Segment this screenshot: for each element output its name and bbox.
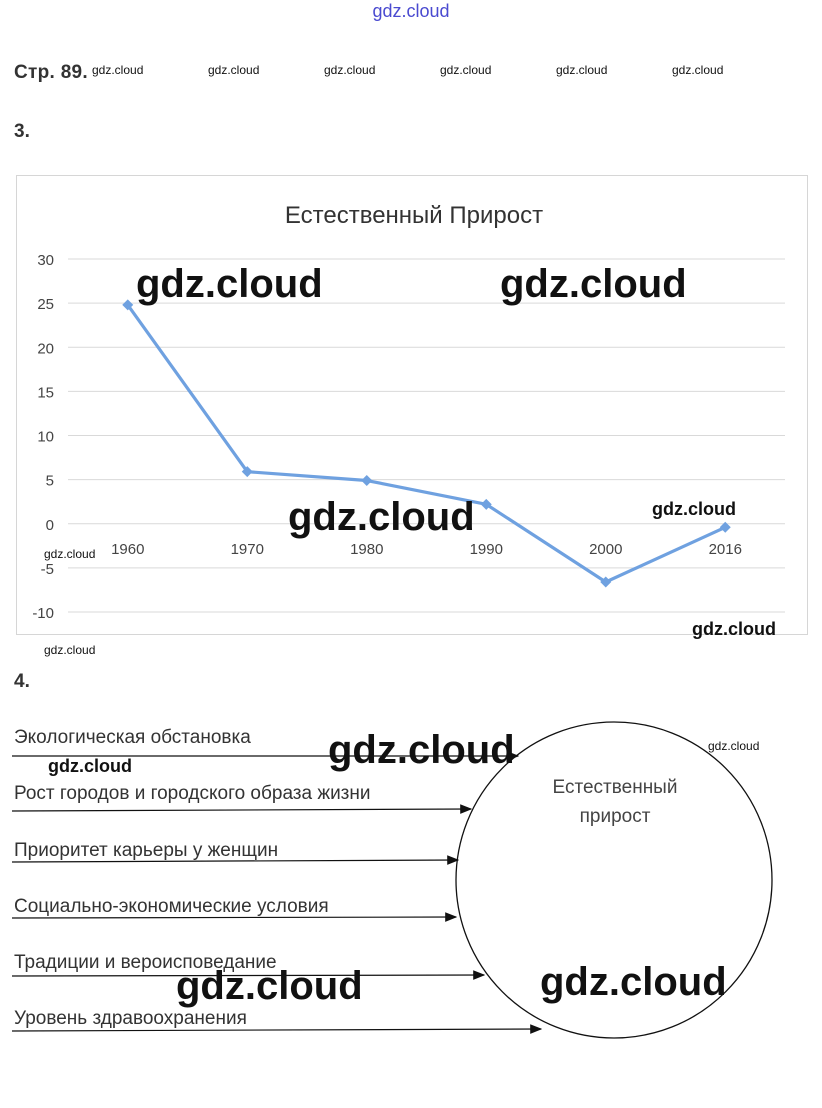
factor-label: Экологическая обстановка xyxy=(14,727,251,748)
watermark: gdz.cloud xyxy=(136,262,323,306)
x-tick-label: 1980 xyxy=(350,540,384,558)
site-watermark-top: gdz.cloud xyxy=(372,1,450,21)
factor-label: Традиции и вероисповедание xyxy=(14,952,277,973)
y-tick-label: 25 xyxy=(37,296,54,314)
y-tick-label: -10 xyxy=(32,605,54,622)
watermark: gdz.cloud xyxy=(44,547,96,561)
factor-label: Приоритет карьеры у женщин xyxy=(14,840,279,861)
watermark: gdz.cloud xyxy=(540,960,727,1004)
watermark: gdz.cloud xyxy=(44,643,96,657)
chart-title: Естественный Прирост xyxy=(284,202,544,229)
y-tick-label: 30 xyxy=(37,252,54,269)
y-tick-label: 15 xyxy=(37,384,54,402)
factor-label: Социально-экономические условия xyxy=(14,896,329,917)
x-tick-label: 2016 xyxy=(708,540,742,558)
x-tick-label: 2000 xyxy=(589,540,623,558)
x-tick-label: 1960 xyxy=(111,540,145,558)
watermark: gdz.cloud xyxy=(328,728,515,772)
watermark: gdz.cloud xyxy=(556,63,608,77)
watermark: gdz.cloud xyxy=(288,495,475,539)
watermark: gdz.cloud xyxy=(692,619,776,639)
task-number-4: 4. xyxy=(14,671,30,692)
watermark: gdz.cloud xyxy=(48,756,132,776)
watermark: gdz.cloud xyxy=(176,964,363,1008)
watermark: gdz.cloud xyxy=(324,63,376,77)
x-tick-label: 1970 xyxy=(230,540,264,558)
circle-label-line2: прирост xyxy=(579,806,651,827)
watermark: gdz.cloud xyxy=(208,63,260,77)
watermark: gdz.cloud xyxy=(708,739,760,753)
y-tick-label: 20 xyxy=(37,340,54,358)
watermark: gdz.cloud xyxy=(672,63,724,77)
y-tick-label: 10 xyxy=(37,428,54,446)
watermark: gdz.cloud xyxy=(440,63,492,77)
y-tick-label: -5 xyxy=(40,560,54,578)
watermark: gdz.cloud xyxy=(500,262,687,306)
arrow-factor-2 xyxy=(12,809,471,811)
watermark: gdz.cloud xyxy=(652,499,736,519)
watermark: gdz.cloud xyxy=(92,63,144,77)
y-tick-label: 5 xyxy=(45,472,54,490)
y-tick-label: 0 xyxy=(45,516,54,534)
factor-label: Уровень здравоохранения xyxy=(14,1008,247,1029)
circle-label-line1: Естественный xyxy=(552,777,678,798)
task-number-3: 3. xyxy=(14,121,30,142)
page-label: Стр. 89. xyxy=(14,62,89,83)
factor-label: Рост городов и городского образа жизни xyxy=(14,783,371,804)
x-tick-label: 1990 xyxy=(469,540,503,558)
